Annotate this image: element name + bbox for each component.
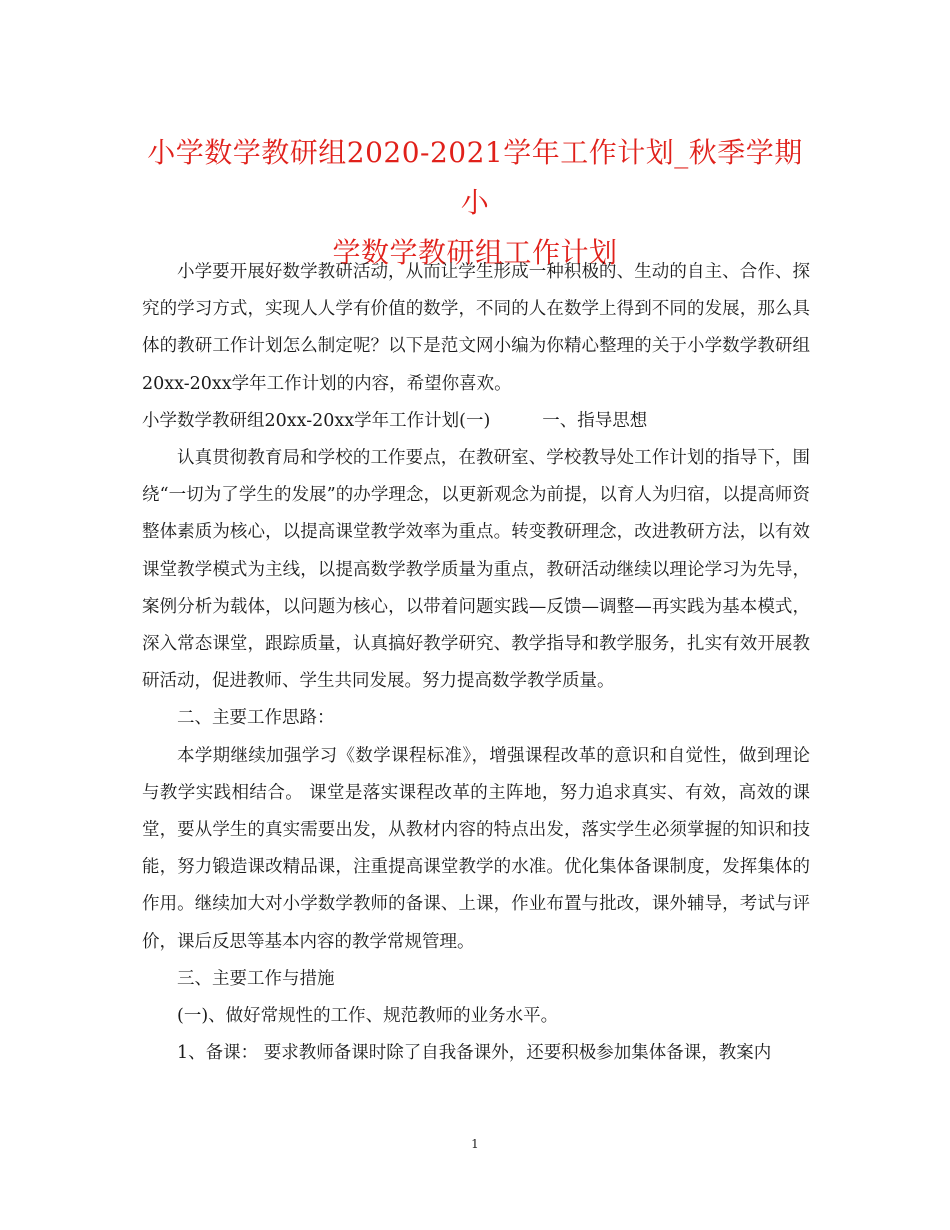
- plan-title: 小学数学教研组20xx-20xx学年工作计划(一): [142, 410, 491, 431]
- title-line-1: 小学数学教研组2020-2021学年工作计划_秋季学期小: [147, 136, 803, 219]
- section-3-heading: 三、主要工作与措施: [177, 968, 335, 989]
- subsection-1-heading: (一)、做好常规性的工作、规范教师的业务水平。: [177, 1006, 559, 1027]
- page-number: 1: [471, 1137, 479, 1151]
- section-2-body: 本学期继续加强学习《数学课程标准》，增强课程改革的意识和自觉性，做到理论与教学实践相结合。 课堂是落实课程改革的主阵地，努力追求真实、有效，高效的课堂，要从学生的真实需要出发，从教材内容的特点出发，落实学生必须掌握的知识和技能，努力锻造课改精品课，注重提高课堂教学的水准。优化集体备课制度，发挥集体的作用。继续加大对小学数学教师的备课、上课，作业布置与批改，课外辅导，考试与评价，课后反思等基本内容的教学常规管理。: [142, 745, 810, 952]
- section-2-heading: 二、主要工作思路：: [177, 708, 335, 729]
- title-line-2: 学数学教研组工作计划: [332, 236, 618, 269]
- plan-title-line: [142, 403, 810, 440]
- section-1-body: 认真贯彻教育局和学校的工作要点，在教研室、学校教导处工作计划的指导下，围绕“一切为了学生的发展”的办学理念，以更新观念为前提，以育人为归宿，以提高师资整体素质为核心，以提高课堂教学效率为重点。转变教研理念，改进教研方法，以有效课堂教学模式为主线，以提高数学教学质量为重点，教研活动继续以理论学习为先导，案例分析为载体，以问题为核心，以带着问题实践—反馈—调整—再实践为基本模式，深入常态课堂，跟踪质量，认真搞好教学研究、教学指导和教学服务，扎实有效开展教研活动，促进教师、学生共同发展。努力提高数学教学质量。: [142, 448, 810, 692]
- document-body: [142, 254, 810, 1072]
- item-1-preparation: 1、备课： 要求教师备课时除了自我备课外，还要积极参加集体备课，教案内: [177, 1043, 772, 1064]
- intro-paragraph: 小学要开展好数学教研活动，从而让学生形成一种积极的、生动的自主、合作、探究的学习方式，实现人人学有价值的数学，不同的人在数学上得到不同的发展，那么具体的教研工作计划怎么制定呢？以下是范文网小编为你精心整理的关于小学数学教研组20xx-20xx学年工作计划的内容，希望你喜欢。: [142, 262, 810, 394]
- section-1-heading: 一、指导思想: [542, 410, 648, 431]
